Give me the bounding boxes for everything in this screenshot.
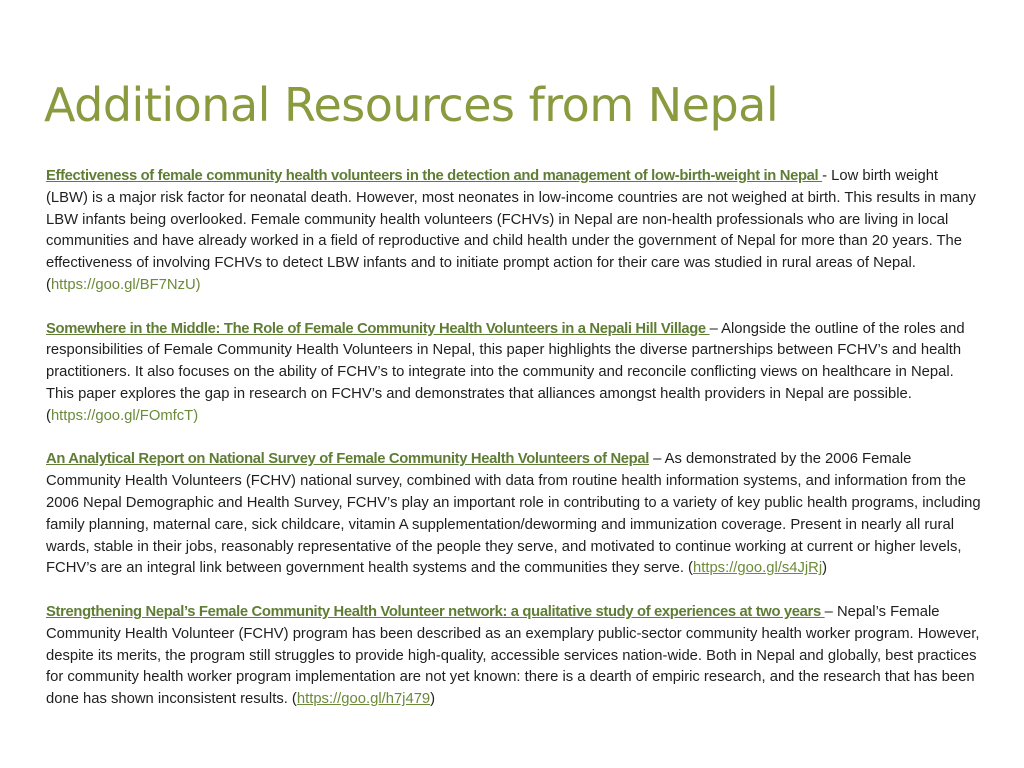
resource-link-2[interactable]: Somewhere in the Middle: The Role of Female Community Health Volunteers in a Nepali Hill Village <box>46 320 710 337</box>
resource-entry-2 <box>46 319 982 428</box>
resource-separator-3: – <box>649 451 665 468</box>
resource-url-link-3[interactable]: https://goo.gl/s4JjRj <box>693 560 823 577</box>
resource-entry-4 <box>46 602 982 711</box>
resource-suffix-3: ) <box>822 560 828 577</box>
resource-description-4: Nepal’s Female Community Health Volunteer (FCHV) program has been described as an exemplary public-sector community health worker program. However, despite its merits, the program still struggles to provide high-quality, accessible services nation-wide. Both in Nepal and globally, best practices for community health worker program implementation are not yet known: there is a dearth of empiric research, and the research that has been done has shown inconsistent results. ( <box>46 603 980 708</box>
resource-entry-3 <box>46 449 982 580</box>
resource-description-1: Low birth weight (LBW) is a major risk factor for neonatal death. However, most neonates in low-income countries are not weighed at birth. This results in many LBW infants being overlooked. Female community health volunteers (FCHVs) in Nepal are non-health professionals who are living in local communities and have already worked in a field of reproductive and child health under the government of Nepal for more than 20 years. The effectiveness of involving FCHVs to detect LBW infants and to initiate prompt action for their care was studied in rural areas of Nepal. ( <box>46 168 976 293</box>
page-title: Additional Resources from Nepal <box>44 78 779 132</box>
resource-separator-4: – <box>824 603 837 620</box>
resource-link-4[interactable]: Strengthening Nepal’s Female Community Health Volunteer network: a qualitative study of experiences at two years <box>46 603 825 620</box>
resource-description-2: Alongside the outline of the roles and responsibilities of Female Community Health Volunteers in Nepal, this paper highlights the diverse partnerships between FCHV’s and health practitioners. It also focuses on the ability of FCHV’s to integrate into the community and reconcile conflicting views on healthcare in Nepal. This paper explores the gap in research on FCHV’s and demonstrates that alliances amongst health providers in Nepal are possible. ( <box>46 320 965 424</box>
resource-list <box>46 166 982 733</box>
resource-description-3: As demonstrated by the 2006 Female Community Health Volunteers (FCHV) national survey, combined with data from routine health information systems, and information from the 2006 Nepal Demographic and Health Survey, FCHV’s play an important role in contributing to a variety of key public health programs, including family planning, maternal care, sick childcare, vitamin A supplementation/deworming and immunization coverage. Present in nearly all rural wards, stable in their jobs, reasonably representative of the people they serve, and motivated to continue working at current or higher levels, FCHV’s are an integral link between government health systems and the communities they serve. ( <box>46 451 981 577</box>
resource-url-link-4[interactable]: https://goo.gl/h7j479 <box>296 691 431 708</box>
resource-entry-1 <box>46 166 982 297</box>
resource-separator-1: - <box>822 168 832 184</box>
resource-link-1[interactable]: Effectiveness of female community health volunteers in the detection and management of low-birth-weight in Nepal <box>46 168 823 184</box>
resource-suffix-4: ) <box>430 691 436 708</box>
resource-link-3[interactable]: An Analytical Report on National Survey of Female Community Health Volunteers of Nepal <box>46 451 649 468</box>
resource-url-2: https://goo.gl/FOmfcT) <box>50 407 199 424</box>
resource-separator-2: – <box>709 320 722 337</box>
resource-url-1: https://goo.gl/BF7NzU) <box>50 276 201 293</box>
